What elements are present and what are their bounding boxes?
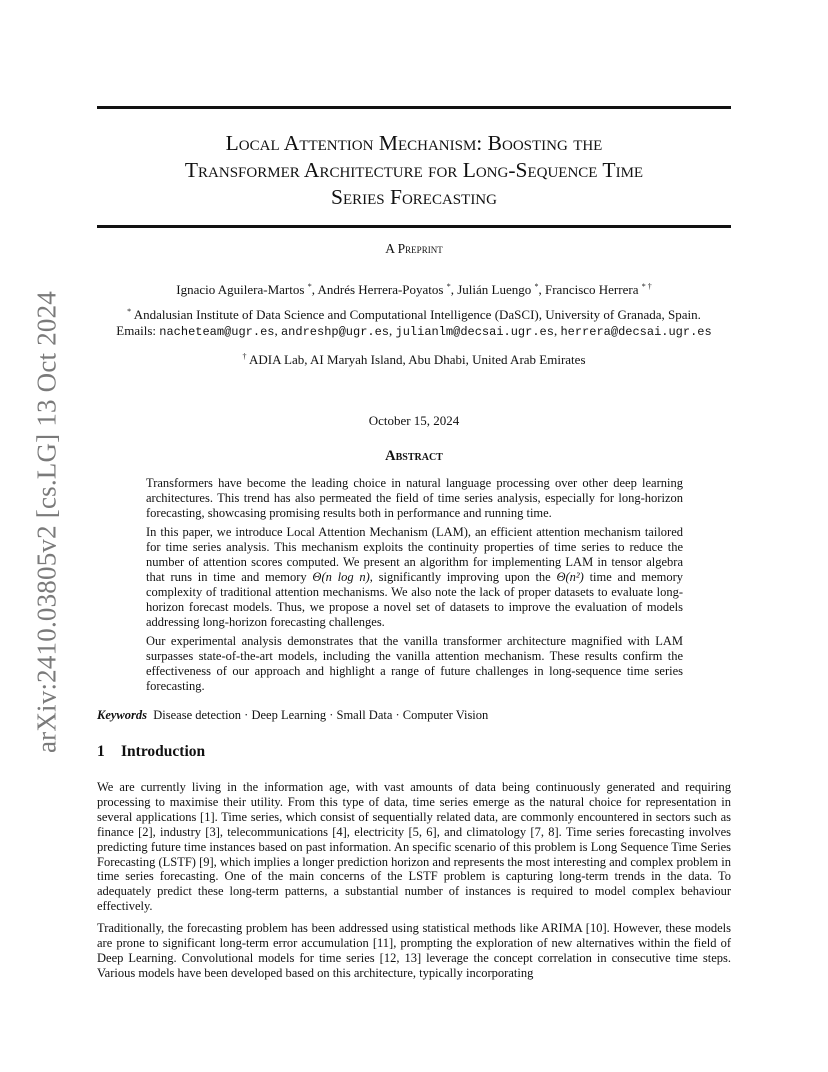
author-name: Andrés Herrera-Poyatos xyxy=(317,282,444,297)
author-name: Francisco Herrera xyxy=(544,282,639,297)
section-title: Introduction xyxy=(121,743,206,760)
email-line: Emails: nacheteam@ugr.es, andreshp@ugr.es, julianlm@decsai.ugr.es, herrera@decsai.ugr.es xyxy=(116,323,712,339)
body-paragraph: Traditionally, the forecasting problem has been addressed using statistical methods like ARIMA [10]. However, these models are prone to significant long-term error accumulation [11], prompting the exploration of new alternatives within the field of Deep Learning. Convolutional models for time series [12, 13] leverage the concept correlation in consecutive time steps. Various models have been developed based on this architecture, typically incorporating xyxy=(97,921,731,980)
author-name: Ignacio Aguilera-Martos xyxy=(176,282,305,297)
keywords-text: Disease detection · Deep Learning · Small Data · Computer Vision xyxy=(153,708,489,722)
author-separator: , xyxy=(450,282,458,297)
affiliation-adia xyxy=(60,352,768,368)
title-top-rule xyxy=(97,106,731,109)
abstract-paragraph xyxy=(146,525,683,630)
abstract-paragraph: Our experimental analysis demonstrates that the vanilla transformer architecture magnified with LAM surpasses state-of-the-art models, including the vanilla attention mechanism. These results confirm the effectiveness of our approach and highlight a range of future challenges in long-sequence time series forecasting. xyxy=(146,634,683,693)
author-name: Julián Luengo xyxy=(457,282,532,297)
affiliation-text: Andalusian Institute of Data Science and Computational Intelligence (DaSCI), University of Granada, Spain. xyxy=(131,307,701,322)
section-number: 1 xyxy=(97,743,105,760)
title-bottom-rule xyxy=(97,225,731,228)
title-line: Transformer Architecture for Long-Sequence Time xyxy=(184,158,644,182)
abstract-heading: Abstract xyxy=(385,448,443,464)
email-address[interactable]: nacheteam@ugr.es xyxy=(159,325,275,339)
affiliation-dasci xyxy=(60,307,768,323)
author-mark: * † xyxy=(641,282,652,291)
affiliation-text: ADIA Lab, AI Maryah Island, Abu Dhabi, United Arab Emirates xyxy=(246,352,586,367)
paper-title xyxy=(97,130,731,211)
preprint-label: A Preprint xyxy=(385,241,443,256)
author-mark: * xyxy=(446,282,451,291)
title-line: Series Forecasting xyxy=(331,185,497,209)
email-address[interactable]: herrera@decsai.ugr.es xyxy=(560,325,712,339)
section-heading xyxy=(97,743,205,761)
author-separator: , xyxy=(311,282,318,297)
abstract-text: , significantly improving upon the xyxy=(369,570,557,584)
publication-date: October 15, 2024 xyxy=(368,413,460,428)
introduction-body xyxy=(97,780,731,988)
keywords-label: Keywords xyxy=(97,708,147,722)
author-mark: * xyxy=(534,282,539,291)
complexity-formula: Θ(n²) xyxy=(556,570,584,584)
abstract-text: time and memory complexity of traditional attention mechanisms. We also note the lack of proper datasets to evaluate long-horizon forecast models. Thus, we propose a novel set of datasets to improve the evaluation of models addressing long-horizon forecasting challenges. xyxy=(146,570,683,629)
keywords-line xyxy=(97,708,731,723)
arxiv-identifier: arXiv:2410.03805v2 [cs.LG] 13 Oct 2024 xyxy=(31,290,62,754)
abstract-body xyxy=(146,476,683,698)
email-address[interactable]: julianlm@decsai.ugr.es xyxy=(395,325,554,339)
affiliation-mark: † xyxy=(242,352,247,361)
complexity-formula: Θ(n log n) xyxy=(312,570,370,584)
author-mark: * xyxy=(307,282,312,291)
abstract-paragraph: Transformers have become the leading choice in natural language processing over other deep learning architectures. This trend has also permeated the field of time series analysis, especially for long-horizon forecasting, showcasing promising results both in performance and running time. xyxy=(146,476,683,520)
body-paragraph: We are currently living in the information age, with vast amounts of data being continuously generated and requiring processing to maximise their utility. From this type of data, time series emerge as the natural choice for representation in several applications [1]. Time series, which consist of sequentially related data, are commonly encountered in sectors such as finance [2], industry [3], telecommunications [4], electricity [5, 6], and climatology [7, 8]. Time series forecasting involves predicting future time instances based on past information. An specific scenario of this problem is Long Sequence Time Series Forecasting (LSTF) [9], which implies a longer prediction horizon and represents the most interesting and complex problem in time series forecasting. One of the main concerns of the LSTF problem is capturing long-term trends in the data. To adequately predict these long-term patterns, a substantial number of instances is required to model complex behaviour effectively. xyxy=(97,780,731,914)
title-line: Local Attention Mechanism: Boosting the xyxy=(225,131,603,155)
affiliation-mark: * xyxy=(127,307,132,316)
email-address[interactable]: andreshp@ugr.es xyxy=(280,325,390,339)
abstract-text: In this paper, we introduce Local Attention Mechanism (LAM), an efficient attention mechanism tailored for time series analysis. This mechanism exploits the continuity properties of time series to reduce the number of attention scores computed. We present an algorithm for implementing LAM in tensor algebra that runs in time and memory xyxy=(146,525,683,584)
emails-label: Emails: xyxy=(116,323,160,338)
author-separator: , xyxy=(538,282,545,297)
author-list xyxy=(60,282,768,298)
